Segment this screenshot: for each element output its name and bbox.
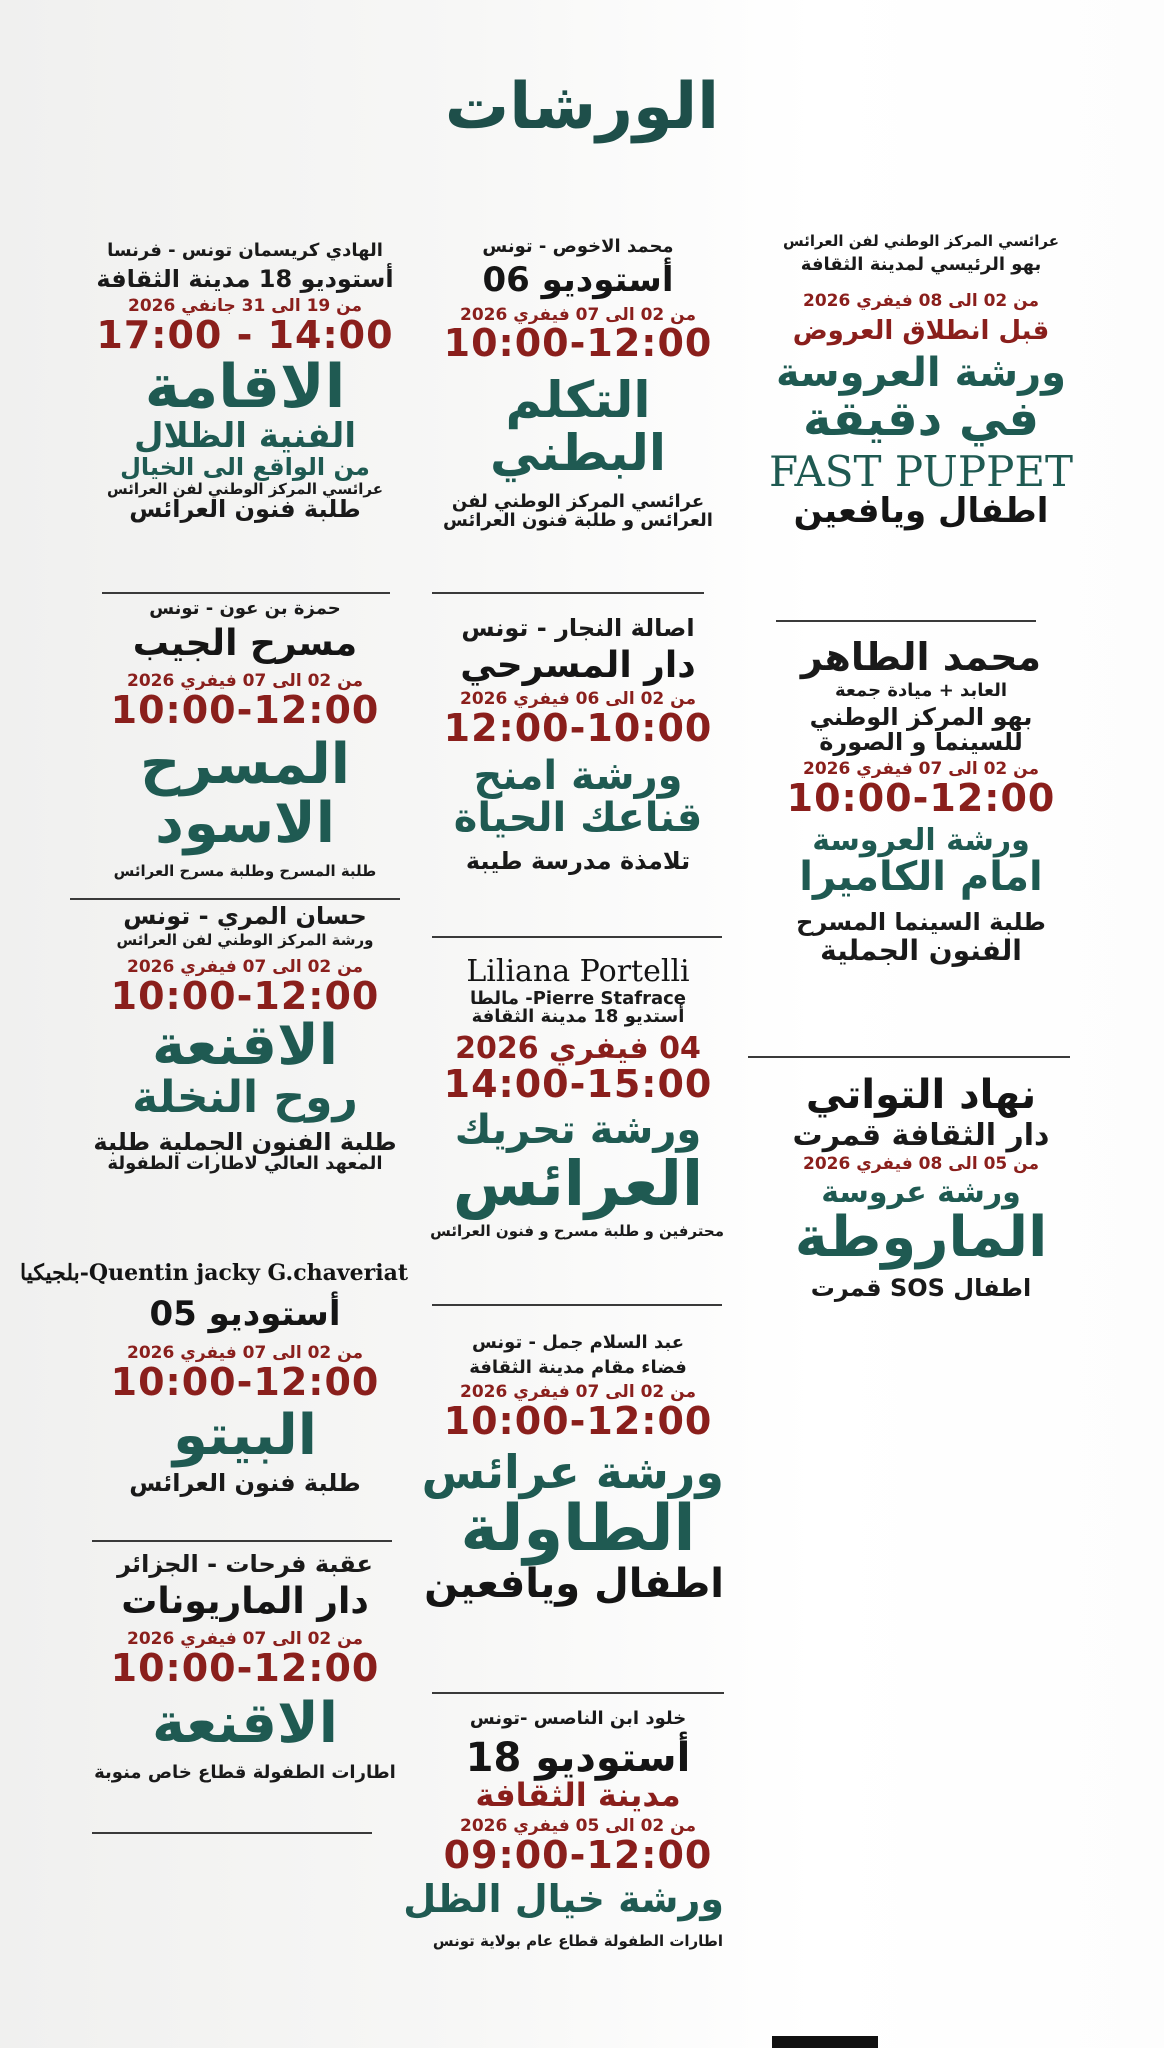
workshop-venue: أستوديو 18 مدينة الثقافة — [96, 264, 394, 293]
workshop-name: في دقيقة — [802, 390, 1039, 447]
page-title: الورشات — [444, 70, 720, 144]
workshop-name: الاسود — [155, 791, 335, 857]
workshop-date: من 02 الى 07 فيفري 2026 — [127, 1628, 363, 1649]
workshop-card — [756, 1074, 1086, 1301]
workshop-name: ورشة العروسة — [812, 822, 1030, 858]
workshop-name: الطاولة — [460, 1491, 696, 1566]
workshop-info: اصالة النجار - تونس — [461, 614, 695, 642]
workshop-name: التكلم — [505, 371, 651, 430]
divider — [70, 898, 400, 900]
workshop-card — [82, 600, 408, 880]
workshop-audience: طلبة المسرح وطلبة مسرح العرائس — [113, 862, 377, 881]
workshop-name: قناعك الحياة — [453, 794, 703, 841]
workshop-date: من 02 الى 07 فيفري 2026 — [127, 1342, 363, 1363]
workshop-trainer-latin: Liliana Portelli — [466, 954, 690, 989]
workshop-note: عرائسي المركز الوطني لفن العرائس — [107, 479, 383, 498]
workshop-date: من 02 الى 08 فيفري 2026 — [803, 290, 1039, 311]
workshop-audience: محترفين و طلبة مسرح و فنون العرائس — [430, 1221, 724, 1240]
workshop-venue: فضاء مقام مدينة الثقافة — [469, 1356, 687, 1378]
workshop-audience: عرائسي المركز الوطني لفن — [451, 491, 705, 513]
workshop-time: 10:00-12:00 — [786, 776, 1056, 820]
workshop-name: امام الكاميرا — [799, 854, 1043, 901]
workshop-card — [421, 1332, 724, 1607]
workshop-card — [756, 234, 1086, 530]
workshop-venue: أستديو 18 مدينة الثقافة — [471, 1006, 685, 1028]
divider — [432, 1692, 724, 1694]
workshop-name: ورشة عروسة — [821, 1175, 1021, 1211]
workshop-info: عقبة فرحات - الجزائر — [117, 1550, 373, 1578]
workshop-name: الاقنعة — [152, 1012, 338, 1078]
workshop-name: الفنية الظلال — [134, 415, 356, 456]
workshop-time: 10:00-12:00 — [443, 321, 713, 366]
workshop-venue: دار الماريونات — [121, 1581, 369, 1623]
workshop-trainer: محمد الطاهر — [800, 635, 1042, 679]
workshop-audience: اطارات الطفولة قطاع خاص منوبة — [94, 1761, 396, 1783]
workshop-name: البطني — [489, 423, 667, 482]
workshop-info: عبد السلام جمل - تونس — [471, 1332, 685, 1353]
workshop-audience: طلبة فنون العرائس — [129, 495, 361, 524]
workshop-info: حمزة بن عون - تونس — [149, 598, 341, 619]
workshop-audience: طلبة الفنون الجملية طلبة — [93, 1127, 397, 1156]
workshop-audience: طلبة السينما المسرح — [796, 908, 1046, 937]
workshop-name-latin: FAST PUPPET — [768, 447, 1074, 497]
workshop-info: محمد الاخوص - تونس — [482, 236, 674, 257]
workshop-date: من 02 الى 06 فيفري 2026 — [460, 688, 696, 709]
workshop-venue: أستوديو 06 — [482, 259, 674, 300]
divider — [776, 620, 1036, 622]
workshop-audience: طلبة فنون العرائس — [129, 1469, 361, 1498]
workshop-info: بهو المركز الوطني — [809, 702, 1033, 731]
workshop-name: الاقنعة — [152, 1690, 338, 1756]
divider — [748, 1056, 1070, 1058]
workshop-audience: العرائس و طلبة فنون العرائس — [443, 510, 713, 532]
workshop-card — [756, 635, 1086, 967]
workshop-info: الهادي كريسمان تونس - فرنسا — [107, 240, 383, 261]
workshop-note: قبل انطلاق العروض — [792, 316, 1050, 347]
workshop-time: 10:00-12:00 — [110, 973, 380, 1018]
workshop-audience: الفنون الجملية — [820, 933, 1022, 967]
workshop-time: 10:00-12:00 — [110, 1359, 380, 1404]
workshop-info: العابد + ميادة جمعة — [834, 679, 1008, 701]
workshop-card — [432, 616, 724, 874]
workshop-trainer: نهاد التواتي — [805, 1072, 1037, 1118]
workshop-card — [432, 238, 724, 531]
workshop-info: حسان المري - تونس — [123, 902, 367, 930]
workshop-date: من 19 الى 31 جانفي 2026 — [128, 296, 362, 317]
workshop-info: خلود ابن الناصس -تونس — [469, 1708, 687, 1729]
workshop-info: للسينما و الصورة — [819, 727, 1023, 756]
workshop-date: من 02 الى 07 فيفري 2026 — [127, 670, 363, 691]
workshop-time: 10:00-12:00 — [443, 1398, 713, 1443]
workshop-name: المسرح — [140, 732, 350, 798]
workshop-audience: اطفال ويافعين — [793, 491, 1049, 532]
workshop-audience: المعهد العالي لاطارات الطفولة — [107, 1152, 383, 1174]
divider — [432, 592, 704, 594]
workshop-name: ورشة العروسة — [775, 349, 1067, 396]
workshop-date: 04 فيفري 2026 — [455, 1031, 701, 1067]
workshop-audience: تلامذة مدرسة طيبة — [465, 846, 691, 875]
divider — [432, 1304, 722, 1306]
workshop-audience: اطفال SOS قمرت — [810, 1273, 1032, 1302]
workshop-card — [82, 1552, 408, 1782]
workshop-date: من 02 الى 07 فيفري 2026 — [460, 304, 696, 325]
workshop-name: العرائس — [452, 1146, 704, 1220]
workshop-name: ورشة خيال الظل — [403, 1877, 724, 1922]
workshop-time: 14:00 - 17:00 — [96, 312, 394, 357]
workshop-info: عرائسي المركز الوطني لفن العرائس — [783, 232, 1059, 250]
divider — [92, 1540, 392, 1542]
workshop-card — [20, 1260, 408, 1498]
workshop-date: من 02 الى 05 فيفري 2026 — [460, 1816, 696, 1837]
workshop-venue: أستوديو 05 — [149, 1294, 341, 1335]
workshop-venue: بهو الرئيسي لمدينة الثقافة — [800, 253, 1042, 275]
workshop-name: ورشة عرائس — [421, 1444, 724, 1499]
workshop-audience: اطارات الطفولة قطاع عام بولاية تونس — [432, 1932, 724, 1951]
workshop-venue: أستوديو 18 — [465, 1734, 691, 1781]
workshop-date: من 02 الى 07 فيفري 2026 — [460, 1381, 696, 1402]
workshop-trainer-latin: Quentin jacky G.chaveriat-بلجيكيا — [20, 1260, 408, 1286]
workshop-venue: مدينة الثقافة — [475, 1775, 681, 1814]
workshop-name: روح النخلة — [132, 1072, 358, 1124]
workshop-venue: مسرح الجيب — [132, 622, 358, 664]
workshop-name: الماروطة — [794, 1204, 1048, 1270]
workshop-name: ورشة امنح — [473, 752, 683, 799]
workshop-name: من الواقع الى الخيال — [120, 452, 370, 481]
workshop-name: البيتو — [173, 1402, 317, 1468]
workshop-time: 10:00-12:00 — [110, 687, 380, 732]
workshop-info: ورشة المركز الوطني لفن العرائس — [116, 931, 374, 950]
workshop-venue: دار الثقافة قمرت — [792, 1118, 1050, 1153]
workshop-card — [82, 242, 408, 523]
workshop-info: Pierre Stafrace- مالطا — [470, 987, 686, 1009]
workshop-card — [82, 904, 408, 1174]
corner-block — [772, 2036, 878, 2048]
workshop-date: من 02 الى 07 فيفري 2026 — [127, 956, 363, 977]
workshop-time: 10:00-12:00 — [110, 1645, 380, 1690]
workshop-card — [432, 956, 724, 1240]
workshop-name: ورشة تحريك — [454, 1106, 702, 1153]
workshop-date: من 05 الى 08 فيفري 2026 — [803, 1153, 1039, 1174]
workshop-date: من 02 الى 07 فيفري 2026 — [803, 759, 1039, 780]
workshop-time: 14:00-15:00 — [443, 1061, 713, 1106]
divider — [92, 1832, 372, 1834]
divider — [432, 936, 722, 938]
workshop-time: 09:00-12:00 — [443, 1833, 713, 1878]
workshop-name: الاقامة — [144, 351, 346, 422]
workshop-audience: اطفال ويافعين — [424, 1561, 724, 1607]
workshop-venue: دار المسرحي — [460, 645, 696, 687]
workshop-card — [403, 1708, 724, 1951]
workshop-time: 12:00-10:00 — [443, 705, 713, 750]
divider — [102, 592, 390, 594]
